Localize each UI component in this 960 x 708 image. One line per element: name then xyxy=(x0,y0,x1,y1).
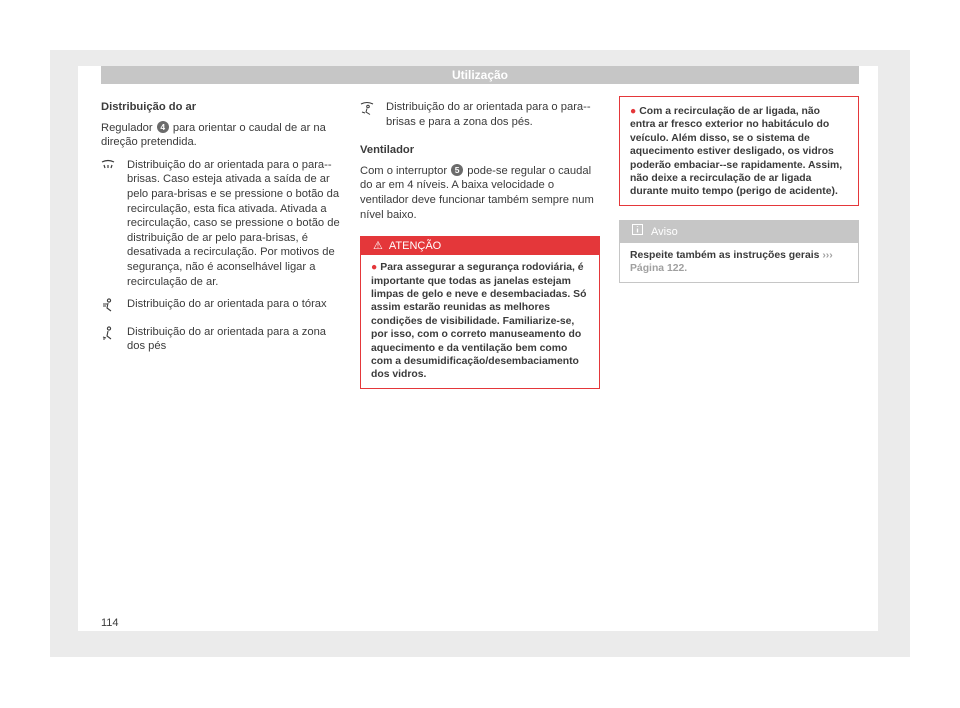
windshield-air-icon xyxy=(101,158,127,289)
chest-air-icon xyxy=(101,297,127,317)
column-2 xyxy=(360,100,600,389)
list-item-text: Distribuição do ar orientada para o tórax xyxy=(127,298,327,311)
page-number: 114 xyxy=(101,617,119,629)
warning-body xyxy=(620,97,858,205)
list-item-text: Distribuição do ar orientada para a zona dos pés xyxy=(127,325,327,353)
bullet-icon: ● xyxy=(371,262,378,274)
fan-paragraph xyxy=(360,164,600,222)
warning-header xyxy=(361,237,599,255)
warning-body xyxy=(361,255,599,388)
section-header: Utilização xyxy=(101,66,859,84)
column-3 xyxy=(619,96,859,283)
intro-text-pre: Regulador xyxy=(101,121,153,134)
note-title: Aviso xyxy=(651,225,678,238)
warning-box-continued xyxy=(619,96,859,206)
warning-triangle-icon: ⚠ xyxy=(373,240,383,253)
list-item xyxy=(101,325,341,354)
control-number-badge: 5 xyxy=(451,164,463,176)
list-item xyxy=(360,100,600,129)
note-text: Respeite também as instruções gerais xyxy=(630,249,820,261)
list-item xyxy=(101,158,341,289)
control-number-badge: 4 xyxy=(157,121,169,133)
reference-arrows: ››› xyxy=(822,249,833,261)
warning-text: Com a recirculação de ar ligada, não entra ar fresco exterior no habitáculo do veículo. Além disso, se o sistema de aquecimento estiver desligado, os vidros poderão embaciar--se rapidamente. Assim, não deixe a recirculação de ar ligada durante muito tempo (perigo de acidente). xyxy=(630,106,843,198)
feet-air-icon xyxy=(101,325,127,354)
intro-paragraph xyxy=(101,121,341,150)
warning-title: ATENÇÃO xyxy=(388,240,442,253)
fan-text-post: pode-se regular o caudal do ar em 4 níveis. A baixa velocidade o ventilador deve funcionar também sempre num nível baixo. xyxy=(360,164,594,221)
windshield-feet-air-icon xyxy=(360,100,386,129)
air-distribution-heading: Distribuição do ar xyxy=(101,101,197,113)
note-box xyxy=(619,220,859,283)
note-body xyxy=(620,243,858,282)
list-item-text: Distribuição do ar orientada para o para--brisas. Caso esteja ativada a saída de ar pelo para-brisas e se pressione o botão da recirculação, esta fica ativada. Ativada a recirculação, caso se pressione o botão de distribuição de ar pelo para-brisas, é desativada a recirculação. Por motivos de segurança, não é aconselhável ligar a recirculação de ar. xyxy=(127,158,340,288)
intro-text-post: para orientar o caudal de ar na direção pretendida. xyxy=(101,121,326,149)
warning-text: Para assegurar a segurança rodoviária, é importante que todas as janelas estejam limpas de gelo e neve e desembaciadas. Só assim estarão reunidas as melhores condições de visibilidade. Familiarize-se, por isso, com o correto manuseamento do aquecimento e da ventilação bem como com a desumidificação/desembaciamento dos vidros. xyxy=(371,262,587,381)
info-icon xyxy=(632,221,643,243)
list-item xyxy=(101,297,341,317)
note-header xyxy=(620,221,858,243)
warning-box xyxy=(360,236,600,389)
fan-text-pre: Com o interruptor xyxy=(360,164,448,177)
column-1 xyxy=(101,100,341,354)
page-reference-link[interactable]: Página 122. xyxy=(630,263,688,275)
list-item-text: Distribuição do ar orientada para o para--brisas e para a zona dos pés. xyxy=(386,101,591,128)
bullet-icon: ● xyxy=(630,106,637,117)
fan-heading: Ventilador xyxy=(360,144,415,157)
